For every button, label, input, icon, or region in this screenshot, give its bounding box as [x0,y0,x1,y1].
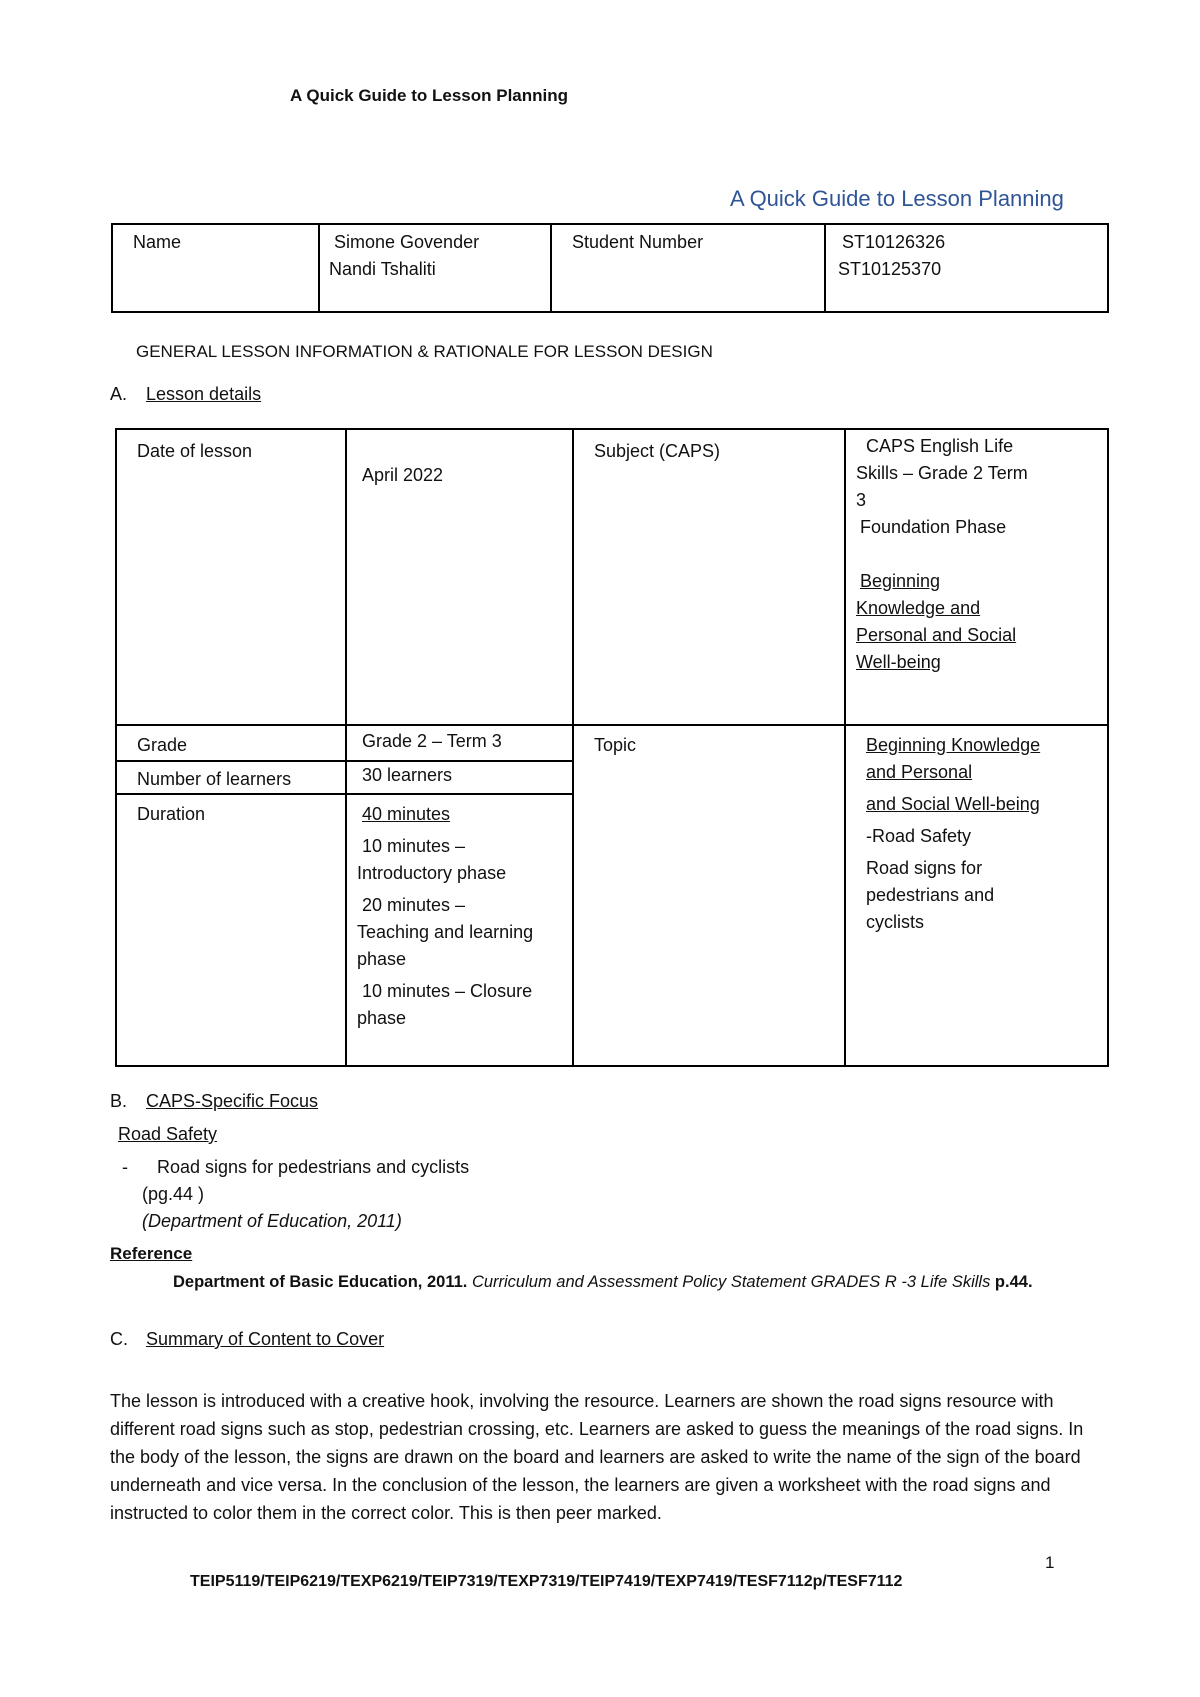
date-label-cell [116,429,346,725]
grade-value: Grade 2 – Term 3 [362,731,502,751]
student-numbers-cell [825,224,1108,312]
running-header: A Quick Guide to Lesson Planning [290,86,569,105]
topic-underlined-2: and Personal [866,762,973,782]
bullet-dash: - [122,1157,128,1177]
student-number-1: ST10126326 [842,232,946,252]
name-1: Simone Govender [334,232,480,252]
date-label: Date of lesson [137,441,253,461]
section-c-letter: C. [110,1329,128,1349]
topic-line-4: cyclists [866,912,924,932]
duration-closure-line-2: phase [357,1008,407,1028]
topic-label: Topic [594,735,637,755]
grade-label-cell [116,725,346,761]
subject-underlined-3: Personal and Social [856,625,1017,645]
subject-value-cell [845,429,1108,725]
subject-underlined-2: Knowledge and [856,598,981,618]
learners-label: Number of learners [137,769,292,789]
section-b-heading [110,1091,318,1112]
duration-intro-line-2: Introductory phase [357,863,507,883]
student-info-table [111,223,1109,313]
general-heading: GENERAL LESSON INFORMATION & RATIONALE FOR LESSON DESIGN [136,342,713,361]
name-label: Name [133,232,182,252]
name-2: Nandi Tshaliti [329,259,436,279]
reference-page: p.44. [990,1273,1033,1291]
learners-value-cell [346,761,573,794]
lesson-details-table [115,428,1109,1067]
topic-line-1: -Road Safety [866,826,972,846]
date-value: April 2022 [362,465,444,485]
duration-label: Duration [137,804,206,824]
subject-underlined-4: Well-being [856,652,941,672]
section-a-title: Lesson details [146,384,262,404]
section-b-citation: (Department of Education, 2011) [142,1211,402,1231]
duration-teaching-line-2: Teaching and learning [357,922,534,942]
date-value-cell [346,429,573,725]
topic-line-2: Road signs for [866,858,983,878]
footer-codes: TEIP5119/TEIP6219/TEXP6219/TEIP7319/TEXP7319/TEIP7419/TEXP7419/TESF7112p/TESF7112 [190,1573,903,1590]
document-title: A Quick Guide to Lesson Planning [730,186,1064,211]
student-number-2: ST10125370 [838,259,942,279]
grade-label: Grade [137,735,188,755]
duration-value-cell [346,794,573,1066]
topic-underlined-1: Beginning Knowledge [866,735,1041,755]
grade-value-cell [346,725,573,761]
duration-total: 40 minutes [362,804,451,824]
name-label-cell [112,224,319,312]
topic-value-cell [845,725,1108,1066]
topic-line-3: pedestrians and [866,885,995,905]
learners-value: 30 learners [362,765,453,785]
subject-label: Subject (CAPS) [594,441,721,461]
subject-label-cell [573,429,845,725]
page-number: 1 [1045,1553,1055,1572]
summary-paragraph: The lesson is introduced with a creative hook, involving the resource. Learners are shown the road signs resource with different road signs such as stop, pedestrian crossing, etc. Learners are asked to guess the meanings of the road signs. In the body of the lesson, the signs are drawn on the board and learners are asked to write the name of the sign of the board underneath and vice versa. In the conclusion of the lesson, the learners are given a worksheet with the road signs and instructed to color them in the correct color. This is then peer marked. [110,1391,1084,1523]
bullet-text: Road signs for pedestrians and cyclists [157,1157,470,1177]
section-a-letter: A. [110,384,128,404]
duration-teaching-line-3: phase [357,949,407,969]
section-c-title: Summary of Content to Cover [146,1329,385,1349]
section-b-bullet [122,1157,469,1178]
subject-line-3: 3 [856,490,867,510]
section-b-subtitle [118,1124,217,1145]
duration-teaching-line-1: 20 minutes – [362,895,466,915]
duration-teaching [357,892,572,973]
section-b-page: (pg.44 ) [142,1184,205,1204]
duration-intro-line-1: 10 minutes – [362,836,466,856]
reference-heading: Reference [110,1244,193,1263]
duration-closure-line-1: 10 minutes – Closure [362,981,533,1001]
section-a-heading [110,384,261,405]
topic-label-cell [573,725,845,1066]
student-number-label-cell [551,224,825,312]
subject-line-1: CAPS English Life [866,436,1014,456]
reference-author: Department of Basic Education, 2011. [173,1273,472,1291]
section-b-letter: B. [110,1091,128,1111]
reference-entry [173,1273,1033,1292]
reference-work: Curriculum and Assessment Policy Statement GRADES R -3 Life Skills [471,1273,991,1291]
section-b-title: CAPS-Specific Focus [146,1091,319,1111]
duration-intro [357,833,572,887]
student-number-label: Student Number [572,232,704,252]
names-cell [319,224,551,312]
learners-label-cell [116,761,346,794]
topic-underlined-3: and Social Well-being [866,794,1040,814]
duration-closure [357,978,572,1032]
subject-line-4: Foundation Phase [860,517,1007,537]
road-safety-subtitle: Road Safety [118,1124,218,1144]
section-c-heading [110,1329,384,1350]
subject-line-2: Skills – Grade 2 Term [856,463,1028,483]
subject-underlined-1: Beginning [860,571,941,591]
duration-label-cell [116,794,346,1066]
